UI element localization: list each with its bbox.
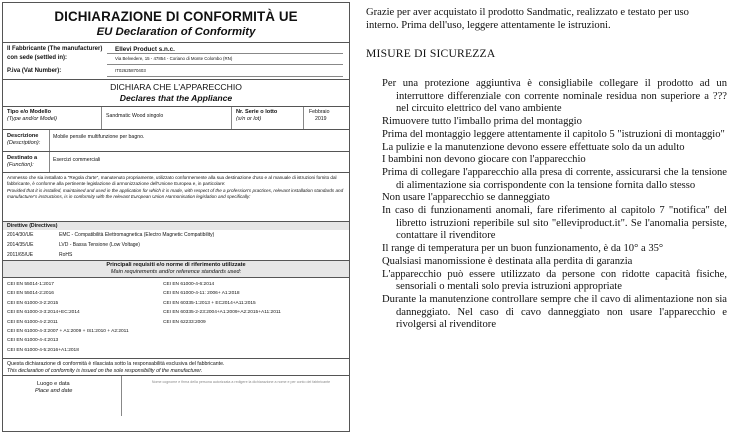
standard-item: CEI EN 61000-3-3:2014+EC:2014 (7, 310, 80, 316)
footnote-it: Questa dichiarazione di conformità è rilasciata sotto la responsabilità esclusiva del fabbricante. (7, 361, 225, 367)
destination-label: Destinato a (7, 155, 38, 161)
manufacturer-value: Ellevi Product s.n.c. (115, 46, 175, 53)
safety-item: Qualsiasi manomissione è destinata alla perdita di garanzia (382, 255, 633, 267)
directive-code: 2011/65/UE (7, 252, 34, 258)
certificate-footnote (3, 358, 349, 375)
safety-item: Prima di collegare l'apparecchio alla presa di corrente, assicurarsi che la tensione di alimentazione sia corrispondente con la tensione fornita dallo stesso (382, 166, 727, 191)
safety-item: Durante la manutenzione controllare sempre che il cavo di alimentazione non sia danneggiato. Nel caso di cavo danneggiato non usare l'apparecchio e rivolgersi al rivenditore (382, 293, 727, 331)
declares-heading-en: Declares that the Appliance (119, 93, 233, 103)
intro-paragraph: Grazie per aver acquistato il prodotto Sandmatic, realizzato e testato per uso interno. Prima dell'uso, leggere attentamente le istruzioni. (366, 7, 689, 31)
standards-right-column (163, 280, 281, 327)
directive-code: 2014/30/UE (7, 232, 34, 238)
standard-item: CEI EN 55014-1:2017 (7, 282, 54, 287)
destination-value: Esercizi commerciali (53, 157, 101, 163)
declares-heading: DICHIARA CHE L'APPARECCHIO (110, 82, 242, 92)
standard-item: CEI EN 60335-2-23:2004+A1:2009+A2:2015+A11:2011 (163, 310, 281, 316)
directives-heading: Direttive (Directives) (3, 221, 349, 230)
footnote-en: This declaration of conformity is issued on the sole responsibility of the manufacturer. (7, 368, 203, 374)
standard-item: CEI EN 61000-4-5:2016+A1:2018 (7, 347, 79, 353)
signature-note: Nome cognome e firma della persona autorizzata a redigere la dichiarazione a nome e per conto del fabbricante (151, 380, 331, 384)
model-label: Tipo e/o Modello (7, 109, 52, 115)
serial-label: Nr. Serie o lotto (236, 109, 278, 115)
directive-desc: LVD - Bassa Tensione (Low Voltage) (59, 242, 140, 248)
description-row (3, 129, 349, 151)
safety-item: L'apparecchio può essere utilizzato da persone con ridotte capacità fisiche, sensoriali o mentali solo previa istruzioni appropriate (382, 268, 727, 293)
directive-code: 2014/35/UE (7, 242, 34, 248)
safety-item: I bambini non devono giocare con l'apparecchio (382, 154, 586, 166)
address-value: Via Belvedere, 15 - 47854 - Coriano di Monte Colombo (RN) (115, 56, 233, 61)
standard-item: CEI EN 60335-1:2013 + EC2014+A11:2015 (163, 300, 256, 306)
directive-desc: RoHS (59, 252, 73, 258)
certificate-subtitle: EU Declaration of Conformity (96, 26, 256, 38)
description-label-en: (Description): (7, 140, 41, 146)
safety-instructions (358, 0, 729, 437)
date-value-month: Febbraio (309, 109, 330, 115)
vat-label: P.iva (Vat Number): (7, 68, 62, 74)
requirements-heading (3, 260, 349, 277)
description-value: Mobile pensile multifunzione per bagno. (53, 134, 145, 140)
standard-item: CEI EN 61000-4-11: 2006+ A1:2018 (163, 291, 240, 297)
vat-value: IT02625870403 (115, 68, 146, 73)
safety-item: Prima del montaggio leggere attentamente il capitolo 5 "istruzioni di montaggio" (382, 128, 725, 140)
legal-statement (3, 172, 349, 221)
safety-heading: MISURE DI SICUREZZA (366, 47, 496, 60)
standard-item: CEI EN 61000-4-4:2013 (7, 338, 59, 344)
legal-statement-en: Provided that it is installed, maintained and used in the application for which it is made, with respect of the a profession's practices, relevant installation standards and manufacturer's instructions, is in conformity with the relevant European Union Harmonisation legislation and specifically: (7, 187, 344, 200)
serial-label-en: (s/n or lot) (236, 116, 262, 122)
standard-item: CEI EN 55014-2:2016 (7, 291, 54, 297)
place-date-label: Luogo e data (37, 381, 70, 387)
place-date-label-en: Place and date (35, 388, 73, 394)
date-value-year: 2019 (315, 116, 327, 122)
safety-item: La pulizie e la manutenzione devono essere effettuate solo da un adulto (382, 141, 685, 153)
manufacturer-block (3, 43, 349, 79)
standard-item: CEI EN 62233:2009 (163, 319, 206, 325)
directive-desc: EMC - Compatibilità Elettromagnetica (Electro Magnetic Compatibility) (59, 232, 215, 238)
model-label-en: (Type and/or Model) (7, 116, 57, 122)
seat-label: con sede (settled in): (7, 55, 68, 61)
safety-item: Il range di temperatura per un buon funzionamento, è da 10° a 35° (382, 243, 664, 255)
directive-row (3, 240, 349, 250)
safety-list (382, 78, 727, 332)
standards-list (3, 277, 349, 358)
standard-item: CEI EN 61000-3-2:2015 (7, 300, 59, 306)
requirements-heading-it: Principali requisiti e/o norme di riferimento utilizzate (106, 262, 246, 268)
signature-block (3, 375, 349, 416)
destination-label-en: (Function): (7, 162, 34, 168)
certificate-title: DICHIARAZIONE DI CONFORMITÀ UE (54, 9, 298, 24)
safety-item: Rimuovere tutto l'imballo prima del montaggio (382, 116, 582, 128)
manufacturer-label: Il Fabbricante (The manufacturer) (7, 46, 103, 52)
description-label: Descrizione (7, 133, 39, 139)
safety-item: In caso di funzionamenti anomali, fare riferimento al capitolo 7 "notifica" del libretto istruzioni reperibile sul sito "elleviproduct.it". Se l'anomalia persiste, contattare il rivenditore (382, 205, 727, 242)
requirements-heading-en: Main requirements and/or reference standards used: (110, 269, 242, 275)
standards-left-column (7, 280, 129, 355)
safety-item: Per una protezione aggiuntiva è consigliabile collegare il prodotto ad un interruttore differenziale con corrente nominale residua non superiore a ??? nel circuito elettrico del vano ambiente (382, 78, 727, 115)
directive-row (3, 230, 349, 240)
standard-item: CEI EN 61000-4-3:2007 + A1:2009 + IS1:2010 + A2:2011 (7, 328, 129, 334)
model-value: Sandmatic Wood singolo (106, 113, 164, 119)
safety-item: Non usare l'apparecchio se danneggiato (382, 192, 550, 204)
legal-statement-it: Ammesso che sia installato a "Regola d'arte", manutenuto propriamente, utilizzato conformemente alla sua destinazione d'uso e al manuale di istruzioni fornito dal fabbricante, è conforme alla pertinente legislazione di armonizzazione dell'Unione Europea e, in particolare: (7, 175, 337, 187)
model-row (3, 106, 349, 129)
directive-row (3, 250, 349, 260)
conformity-certificate (2, 2, 350, 432)
destination-row (3, 151, 349, 172)
standard-item: CEI EN 61000-4-2:2011 (7, 319, 58, 325)
standard-item: CEI EN 61000-4-6:2014 (163, 282, 215, 287)
